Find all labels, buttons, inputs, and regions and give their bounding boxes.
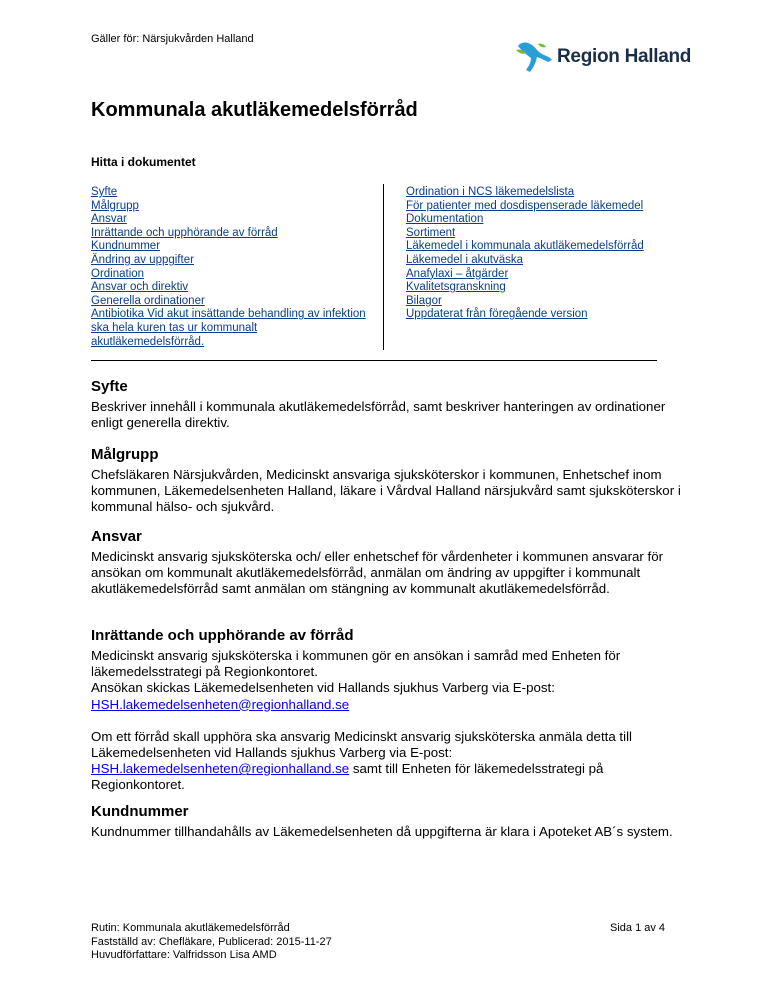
- inrattande-text-2: Ansökan skickas Läkemedelsenheten vid Hallands sjukhus Varberg via E-post:: [91, 680, 555, 696]
- toc-link-ansvar[interactable]: Ansvar: [91, 213, 127, 226]
- toc-link-kundnummer[interactable]: Kundnummer: [91, 240, 161, 253]
- toc-link-malgrupp[interactable]: Målgrupp: [91, 199, 139, 212]
- footer-routine: Rutin: Kommunala akutläkemedelsförråd: [91, 922, 290, 934]
- section-text: Beskriver innehåll i kommunala akutläkemedelsförråd, samt beskriver hanteringen av ordinationer enligt generella direktiv.: [91, 399, 666, 431]
- toc-right-column: [406, 186, 696, 322]
- footer-info: [91, 922, 332, 963]
- inrattande-text-1: Medicinskt ansvarig sjuksköterska i kommunen gör en ansökan i samråd med Enheten för läkemedelsstrategi på Regionkontoret.: [91, 648, 621, 680]
- page-number: Sida 1 av 4: [610, 922, 666, 934]
- toc-link-syfte[interactable]: Syfte: [91, 186, 118, 198]
- toc-rule: [91, 360, 657, 361]
- toc-link-kvalitet[interactable]: Kvalitetsgranskning: [406, 281, 506, 294]
- logo-text: Region Halland: [557, 46, 692, 67]
- toc-heading: Hitta i dokumentet: [91, 155, 196, 169]
- toc-link-dokumentation[interactable]: Dokumentation: [406, 213, 484, 226]
- toc-link-bilagor[interactable]: Bilagor: [406, 294, 442, 307]
- toc-link-lakemedel-forrad[interactable]: Läkemedel i kommunala akutläkemedelsförråd: [406, 240, 644, 253]
- toc-left-column: [91, 186, 373, 349]
- section-text: [91, 648, 691, 713]
- section-text: [91, 729, 691, 794]
- toc-link-ordination[interactable]: Ordination: [91, 267, 145, 280]
- section-heading: Ansvar: [91, 528, 142, 545]
- section-ansvar: [91, 528, 691, 598]
- section-heading: Målgrupp: [91, 446, 159, 463]
- inrattande-text-4: samt till Enheten för läkemedelsstrategi på Regionkontoret.: [91, 761, 604, 793]
- document-title: Kommunala akutläkemedelsförråd: [91, 99, 418, 121]
- email-link[interactable]: HSH.lakemedelsenheten@regionhalland.se: [91, 696, 350, 712]
- section-inrattande: [91, 627, 691, 794]
- email-link[interactable]: HSH.lakemedelsenheten@regionhalland.se: [91, 761, 350, 777]
- section-text: Medicinskt ansvarig sjuksköterska och/ eller enhetschef för vårdenheter i kommunen ansvarar för ansökan om kommunalt akutläkemedelsförråd, anmälan om ändring av uppgifter i kommunalt akutläkemedelsförråd samt anmälan om stängning av kommunalt akutläkemedelsförråd.: [91, 549, 664, 597]
- footer-approved: Fastställd av: Chefläkare, Publicerad: 2015-11-27: [91, 935, 332, 948]
- toc-link-inrattande[interactable]: Inrättande och upphörande av förråd: [91, 226, 278, 239]
- toc-link-sortiment[interactable]: Sortiment: [406, 226, 456, 239]
- toc-link-generella[interactable]: Generella ordinationer: [91, 294, 205, 307]
- toc-link-uppdaterat[interactable]: Uppdaterat från föregående version: [406, 308, 588, 321]
- toc-link-andring[interactable]: Ändring av uppgifter: [91, 253, 194, 266]
- toc-link-ansvar-direktiv[interactable]: Ansvar och direktiv: [91, 281, 189, 294]
- toc-link-dosdispenserade[interactable]: För patienter med dosdispenserade läkemedel: [406, 199, 644, 212]
- toc-link-antibiotika[interactable]: Antibiotika Vid akut insättande behandling av infektion ska hela kuren tas ur kommunalt akutläkemedelsförråd.: [91, 308, 366, 348]
- region-halland-logo: [512, 36, 692, 80]
- section-text: Kundnummer tillhandahålls av Läkemedelsenheten då uppgifterna är klara i Apoteket AB´s system.: [91, 824, 673, 839]
- section-heading: Syfte: [91, 378, 128, 395]
- section-heading: Kundnummer: [91, 803, 189, 820]
- section-text: Chefsläkaren Närsjukvården, Medicinskt ansvariga sjuksköterskor i kommunen, Enhetschef inom kommunen, Läkemedelsenheten Halland, läkare i Vårdval Halland närsjukvård samt sjuksköterskor i kommunal hälso- och sjukvård.: [91, 467, 681, 515]
- footer-author: Huvudförfattare: Valfridsson Lisa AMD: [91, 949, 277, 961]
- region-halland-emblem-icon: [512, 36, 556, 80]
- applies-to: Gäller för: Närsjukvården Halland: [91, 33, 254, 45]
- section-syfte: [91, 378, 691, 431]
- toc-divider: [383, 184, 384, 350]
- toc-link-akutvaska[interactable]: Läkemedel i akutväska: [406, 253, 523, 266]
- inrattande-text-3: Om ett förråd skall upphöra ska ansvarig Medicinskt ansvarig sjuksköterska anmäla detta till Läkemedelsenheten vid Hallands sjukhus Varberg via E-post:: [91, 728, 632, 761]
- section-heading: Inrättande och upphörande av förråd: [91, 627, 354, 644]
- section-kundnummer: [91, 803, 691, 840]
- section-malgrupp: [91, 446, 691, 516]
- toc-link-ncs[interactable]: Ordination i NCS läkemedelslista: [406, 186, 575, 198]
- toc-link-anafylaxi[interactable]: Anafylaxi – åtgärder: [406, 267, 509, 280]
